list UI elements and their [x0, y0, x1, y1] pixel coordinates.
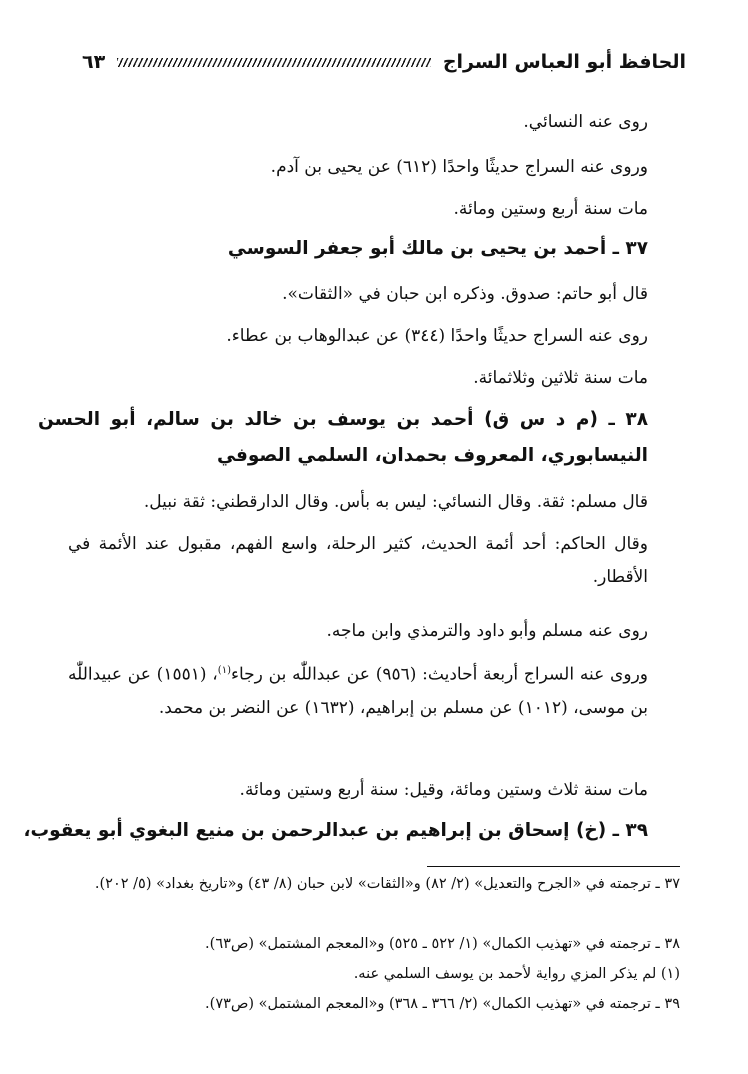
footnote-38: ٣٨ ـ ترجمته في «تهذيب الكمال» (١/ ٥٢٢ ـ ٥٢٥) و«المعجم المشتمل» (ص٦٣).	[205, 936, 680, 952]
text-line: قال أبو حاتم: صدوق. وذكره ابن حبان في «الثقات».	[282, 284, 648, 304]
text-line: مات سنة أربع وستين ومائة.	[453, 199, 648, 219]
page-header	[82, 42, 686, 82]
footnote-1: (١) لم يذكر المزي رواية لأحمد بن يوسف السلمي عنه.	[353, 966, 680, 982]
text-line: وروى عنه السراج حديثًا واحدًا (٦١٢) عن يحيى بن آدم.	[270, 157, 648, 177]
entry-heading-38: ٣٨ ـ (م د س ق) أحمد بن يوسف بن خالد بن سالم، أبو الحسن النيسابوري، المعروف بحمدان، السلمي الصوفي	[38, 409, 648, 466]
text-segment: ، (١٥٥١) عن عبيداللّٰه بن موسى، (١٠١٢) عن مسلم بن إبراهيم، (١٦٣٢) عن النضر بن محمد.	[68, 664, 648, 718]
footnote-37: ٣٧ ـ ترجمته في «الجرح والتعديل» (٢/ ٨٢) و«الثقات» لابن حبان (٨/ ٤٣) و«تاريخ بغداد» (٥/ ٢٠٢).	[94, 876, 680, 892]
header-hatch-rule	[117, 58, 431, 67]
text-line: مات سنة ثلاثين وثلاثمائة.	[473, 368, 648, 388]
text-line: روى عنه النسائي.	[523, 112, 648, 132]
text-line: قال مسلم: ثقة. وقال النسائي: ليس به بأس. وقال الدارقطني: ثقة نبيل.	[143, 492, 648, 512]
text-line: مات سنة ثلاث وستين ومائة، وقيل: سنة أربع وستين ومائة.	[239, 780, 648, 800]
running-title: الحافظ أبو العباس السراج	[442, 51, 686, 73]
page-number: ٦٣	[82, 51, 106, 73]
text-line: روى عنه مسلم وأبو داود والترمذي وابن ماجه.	[326, 621, 648, 641]
footnote-ref: (١)	[217, 665, 231, 676]
footnote-39: ٣٩ ـ ترجمته في «تهذيب الكمال» (٢/ ٣٦٦ ـ ٣٦٨) و«المعجم المشتمل» (ص٧٣).	[205, 996, 680, 1012]
text-segment: وروى عنه السراج أربعة أحاديث: (٩٥٦) عن عبداللّٰه بن رجاء	[230, 664, 648, 685]
text-line: روى عنه السراج حديثًا واحدًا (٣٤٤) عن عبدالوهاب بن عطاء.	[226, 326, 648, 346]
text-paragraph: وقال الحاكم: أحد أئمة الحديث، كثير الرحلة، واسع الفهم، مقبول عند الأئمة في الأقطار.	[68, 534, 648, 587]
text-paragraph	[68, 654, 648, 725]
entry-heading-37: ٣٧ ـ أحمد بن يحيى بن مالك أبو جعفر السوسي	[227, 238, 648, 259]
entry-heading-39: ٣٩ ـ (خ) إسحاق بن إبراهيم بن عبدالرحمن بن منيع البغوي أبو يعقوب،	[23, 820, 648, 841]
footnote-rule	[427, 866, 680, 867]
